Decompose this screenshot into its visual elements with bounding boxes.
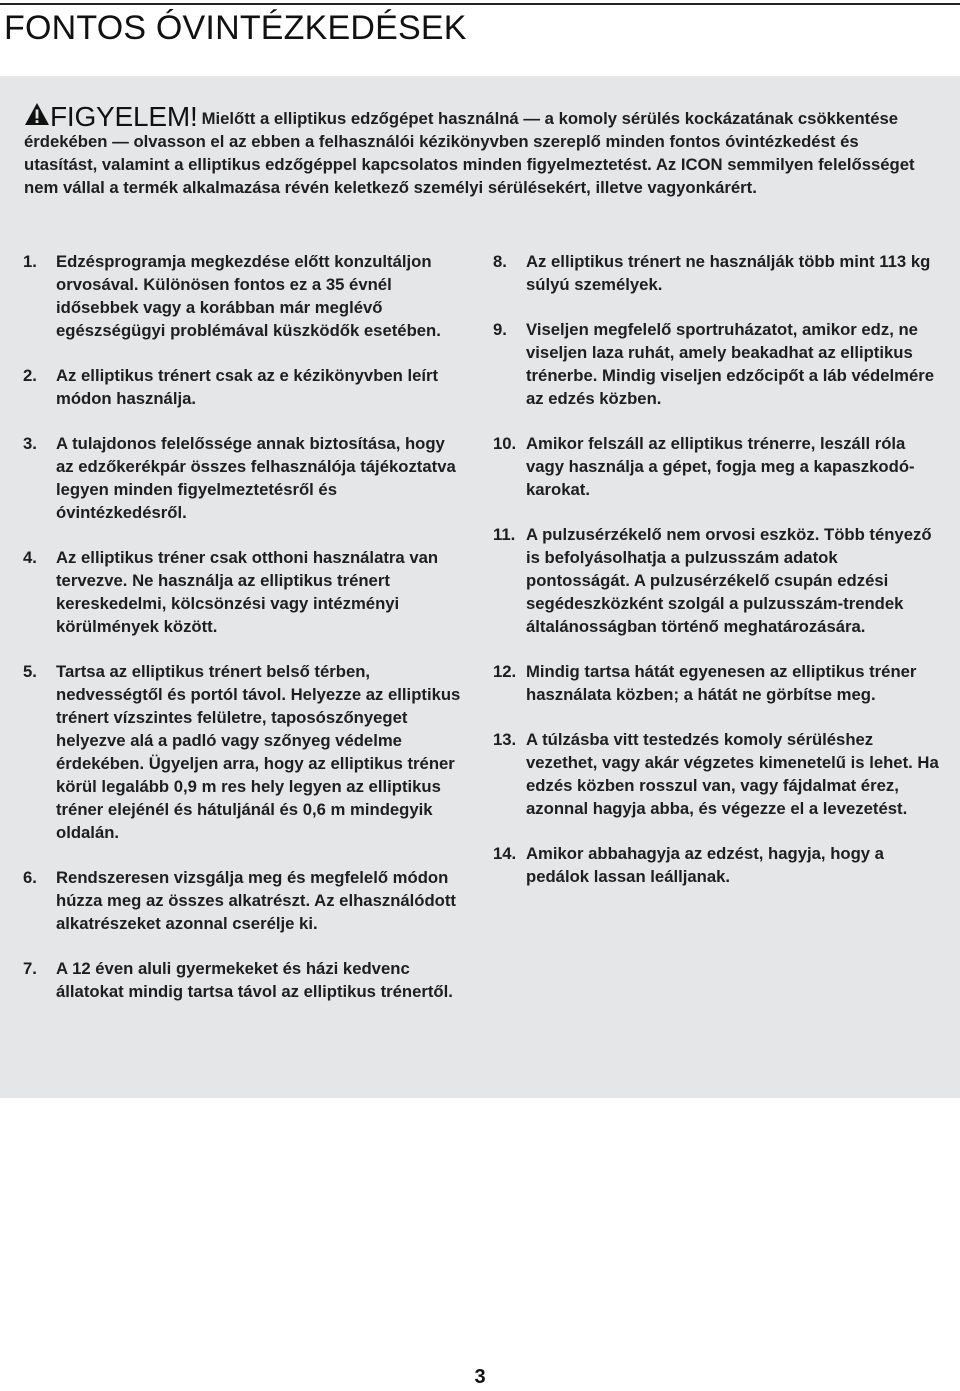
- item-number: 5.: [23, 662, 37, 681]
- item-number: 1.: [23, 252, 37, 271]
- item-number: 3.: [23, 434, 37, 453]
- item-number: 14.: [493, 844, 517, 863]
- precaution-item: [493, 842, 943, 888]
- item-number: 13.: [493, 730, 517, 749]
- precaution-item: [23, 957, 463, 1003]
- precaution-item: [493, 523, 943, 638]
- page-number-text: 3: [474, 1366, 486, 1388]
- item-number: 12.: [493, 662, 517, 681]
- precautions-right-column: [493, 250, 943, 910]
- precaution-item: [23, 364, 463, 410]
- page-number: [0, 1366, 960, 1389]
- safety-panel: [0, 76, 960, 1098]
- item-number: 4.: [23, 548, 37, 567]
- item-text: Amikor abbahagyja az edzést, hagyja, hogy a pedálok lassan leálljanak.: [526, 844, 884, 886]
- top-rule: [0, 3, 960, 5]
- warning-paragraph: [24, 102, 936, 199]
- item-text: A túlzásba vitt testedzés komoly sérüléshez vezethet, vagy akár végzetes kimenetelű is lehet. Ha edzés közben rosszul van, vagy fájdalmat érez, azonnal hagyja abba, és végezze el a levezetést.: [526, 730, 939, 818]
- item-number: 2.: [23, 366, 37, 385]
- item-text: Viseljen megfelelő sportruházatot, amikor edz, ne viseljen laza ruhát, amely beakadhat az elliptikus trénerbe. Mindig viseljen edzőcipőt a láb védelmére az edzés közben.: [526, 320, 935, 408]
- precaution-item: [493, 250, 943, 296]
- item-number: 8.: [493, 252, 507, 271]
- item-text: Rendszeresen vizsgálja meg és megfelelő módon húzza meg az összes alkatrészt. Az elhasználódott alkatrészeket azonnal cserélje ki.: [56, 868, 456, 933]
- item-text: A tulajdonos felelőssége annak biztosítása, hogy az edzőkerékpár összes felhasználója tájékoztatva legyen minden figyelmeztetésről és óvintézkedésről.: [56, 434, 456, 522]
- precaution-item: [23, 432, 463, 524]
- precautions-left-column: [23, 250, 463, 1025]
- item-text: Az elliptikus trénert csak az e kézikönyvben leírt módon használja.: [56, 366, 439, 408]
- warning-text: Mielőtt a elliptikus edzőgépet használná — a komoly sérülés kockázatának csökkentése érdekében — olvasson el az ebben a felhasználói kézikönyvben szereplő minden fontos óvintézkedést és utasítást, valamint a elliptikus edzőgéppel kapcsolatos minden figyelmeztetést. Az ICON semmilyen felelősséget nem vállal a termék alkalmazása révén keletkező személyi sérülésekért, illetve vagyonkárért.: [24, 109, 915, 197]
- item-number: 7.: [23, 959, 37, 978]
- precaution-item: [23, 866, 463, 935]
- item-text: Az elliptikus trénert ne használják több mint 113 kg súlyú személyek.: [526, 252, 931, 294]
- warning-label: FIGYELEM!: [50, 101, 198, 132]
- precaution-item: [493, 432, 943, 501]
- item-text: Mindig tartsa hátát egyenesen az elliptikus tréner használata közben; a hátát ne görbítse meg.: [526, 662, 917, 704]
- warning-triangle-icon: [24, 102, 50, 126]
- page-title: FONTOS ÓVINTÉZKEDÉSEK: [4, 9, 467, 47]
- item-text: Tartsa az elliptikus trénert belső térben, nedvességtől és portól távol. Helyezze az elliptikus trénert vízszintes felületre, taposószőnyeget helyezve alá a padló vagy szőnyeg védelme érdekében. Ügyeljen arra, hogy az elliptikus tréner körül legalább 0,9 m res hely legyen az elliptikus tréner elejénél és hátuljánál és 0,6 m mindegyik oldalán.: [56, 662, 461, 842]
- precaution-item: [23, 250, 463, 342]
- item-number: 10.: [493, 434, 517, 453]
- item-text: Edzésprogramja megkezdése előtt konzultáljon orvosával. Különösen fontos ez a 35 évnél idősebbek vagy a korábban már meglévő egészségügyi problémával küszködők esetében.: [56, 252, 441, 340]
- precaution-item: [23, 660, 463, 844]
- item-text: Amikor felszáll az elliptikus trénerre, leszáll róla vagy használja a gépet, fogja meg a kapaszkodó-karokat.: [526, 434, 915, 499]
- precaution-item: [493, 660, 943, 706]
- item-text: A pulzusérzékelő nem orvosi eszköz. Több tényező is befolyásolhatja a pulzusszám adatok pontosságát. A pulzusérzékelő csupán edzési segédeszközként szolgál a pulzusszám-trendek általánosságban történő meghatározására.: [526, 525, 932, 636]
- item-text: Az elliptikus tréner csak otthoni használatra van tervezve. Ne használja az elliptikus trénert kereskedelmi, kölcsönzési vagy intézményi körülmények között.: [56, 548, 439, 636]
- precaution-item: [493, 318, 943, 410]
- precaution-item: [23, 546, 463, 638]
- item-number: 6.: [23, 868, 37, 887]
- item-text: A 12 éven aluli gyermekeket és házi kedvenc állatokat mindig tartsa távol az elliptikus trénertől.: [56, 959, 453, 1001]
- item-number: 9.: [493, 320, 507, 339]
- precaution-item: [493, 728, 943, 820]
- item-number: 11.: [493, 525, 516, 544]
